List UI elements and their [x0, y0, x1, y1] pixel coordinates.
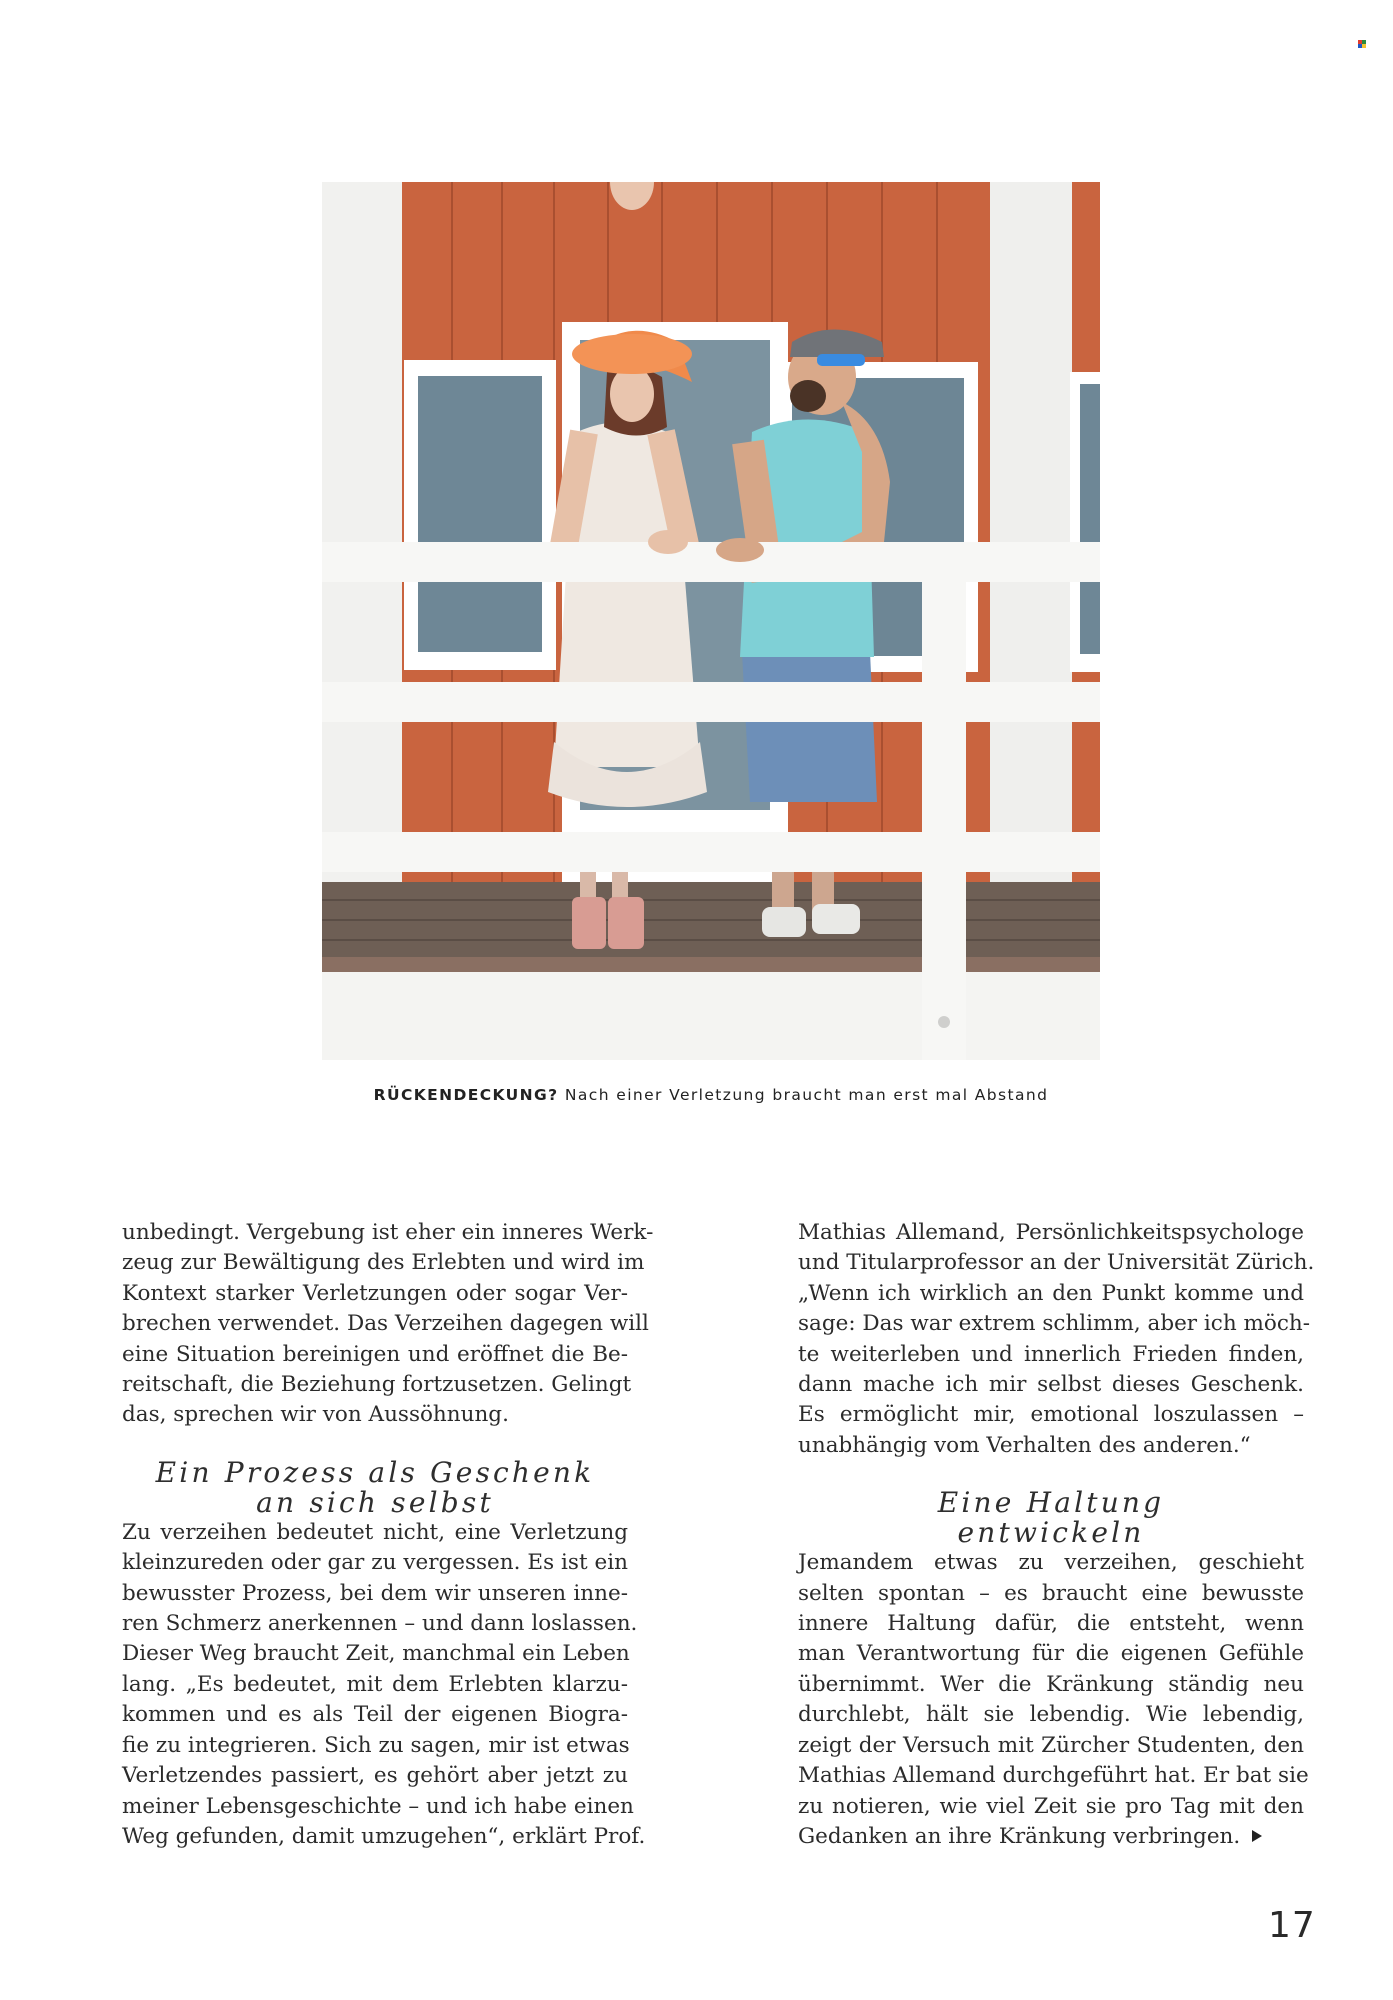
text-line: Weg gefunden, damit umzugehen“, erklärt Prof.: [122, 1823, 646, 1849]
right-paragraph-1: [798, 1218, 1315, 1461]
text-line: man Verantwortung für die eigenen Gefühle: [798, 1641, 1304, 1667]
text-line: Verletzendes passiert, es gehört aber jetzt zu: [122, 1763, 628, 1789]
text-line: lang. „Es bedeutet, mit dem Erlebten klarzu-: [122, 1671, 628, 1697]
text-line: brechen verwendet. Das Verzeihen dagegen will: [122, 1311, 649, 1337]
text-line: dann mache ich mir selbst dieses Geschenk.: [798, 1372, 1304, 1398]
right-paragraph-2: [798, 1548, 1309, 1852]
text-line: und Titularprofessor an der Universität Zürich.: [798, 1250, 1315, 1276]
text-line: unbedingt. Vergebung ist eher ein inneres Werk-: [122, 1220, 654, 1245]
text-line: „Wenn ich wirklich an den Punkt komme und: [798, 1280, 1304, 1306]
text-line: Zu verzeihen bedeutet nicht, eine Verletzung: [122, 1519, 628, 1545]
heading-line: an sich selbst: [256, 1485, 494, 1519]
text-line: innere Haltung dafür, die entsteht, wenn: [798, 1611, 1304, 1637]
text-line: Mathias Allemand durchgeführt hat. Er bat sie: [798, 1763, 1309, 1789]
continue-arrow-icon: [1252, 1830, 1262, 1842]
text-line: meiner Lebensgeschichte – und ich habe einen: [122, 1793, 634, 1819]
text-line: ren Schmerz anerkennen – und dann loslassen.: [122, 1611, 638, 1637]
left-column: [122, 1218, 654, 1852]
text-line: bewusster Prozess, bei dem wir unseren inne-: [122, 1580, 628, 1606]
text-line: Es ermöglicht mir, emotional loszulassen –: [798, 1402, 1304, 1428]
text-line: das, sprechen wir von Aussöhnung.: [122, 1402, 509, 1428]
text-line: reitschaft, die Beziehung fortzusetzen. Gelingt: [122, 1372, 632, 1398]
text-line: Kontext starker Verletzungen oder sogar Ver-: [122, 1280, 628, 1306]
article-photo: [322, 182, 1100, 1060]
left-paragraph-1: [122, 1218, 654, 1431]
page-number: 17: [1268, 1905, 1316, 1946]
section-heading-prozess: [122, 1455, 628, 1519]
text-line: durchlebt, hält sie lebendig. Wie lebendig,: [798, 1702, 1304, 1728]
text-line: eine Situation bereinigen und eröffnet die Be-: [122, 1341, 628, 1367]
text-line: kommen und es als Teil der eigenen Biogra-: [122, 1702, 628, 1728]
heading-line: Ein Prozess als Geschenk: [155, 1455, 595, 1489]
text-line: fie zu integrieren. Sich zu sagen, mir ist etwas: [122, 1732, 630, 1758]
left-paragraph-2: [122, 1518, 646, 1852]
text-line: Jemandem etwas zu verzeihen, geschieht: [798, 1550, 1304, 1576]
text-line: unabhängig vom Verhalten des anderen.“: [798, 1432, 1251, 1458]
text-line: sage: Das war extrem schlimm, aber ich möch-: [798, 1311, 1311, 1337]
text-line: Dieser Weg braucht Zeit, manchmal ein Leben: [122, 1641, 630, 1667]
text-line: übernimmt. Wer die Kränkung ständig neu: [798, 1671, 1304, 1697]
text-line: zu notieren, wie viel Zeit sie pro Tag mit den: [798, 1793, 1304, 1819]
text-line: zeigt der Versuch mit Zürcher Studenten, den: [798, 1732, 1304, 1758]
text-line: te weiterleben und innerlich Frieden finden,: [798, 1341, 1304, 1367]
heading-line: Eine Haltung: [937, 1486, 1165, 1520]
text-line-final: [798, 1822, 1304, 1852]
heading-line: entwickeln: [957, 1516, 1145, 1550]
photo-caption: [322, 1086, 1100, 1104]
text-line-text: Gedanken an ihre Kränkung verbringen.: [798, 1823, 1241, 1849]
caption-label: RÜCKENDECKUNG?: [373, 1086, 559, 1104]
couple-photo-illustration: [322, 182, 1100, 1060]
color-registration-mark: [1358, 40, 1368, 50]
text-line: selten spontan – es braucht eine bewusste: [798, 1580, 1304, 1606]
section-heading-haltung: [798, 1488, 1304, 1548]
right-column: [798, 1218, 1315, 1852]
caption-text: Nach einer Verletzung braucht man erst mal Abstand: [564, 1086, 1049, 1104]
text-line: kleinzureden oder gar zu vergessen. Es ist ein: [122, 1550, 628, 1576]
text-line: Mathias Allemand, Persönlichkeitspsychologe: [798, 1220, 1304, 1245]
text-line: zeug zur Bewältigung des Erlebten und wird im: [122, 1250, 645, 1276]
